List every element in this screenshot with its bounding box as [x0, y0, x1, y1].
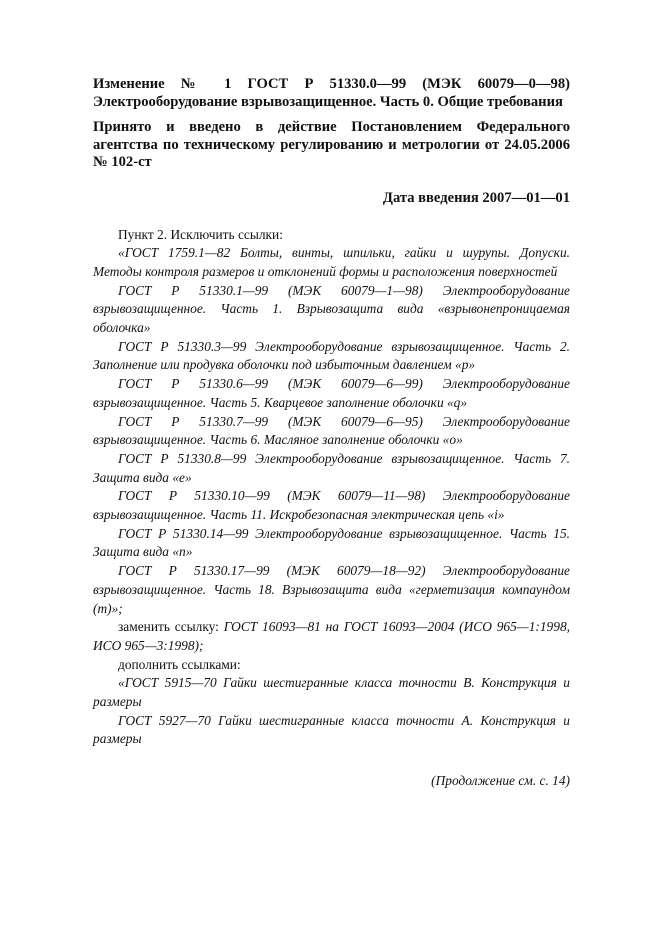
removed-reference: ГОСТ Р 51330.8—99 Электрооборудование взрывозащищенное. Часть 7. Защита вида «е»	[93, 450, 570, 485]
removed-reference: ГОСТ Р 51330.3—99 Электрооборудование взрывозащищенное. Часть 2. Заполнение или продувка оболочки под избыточным давлением «р»	[93, 338, 570, 373]
document-body	[93, 226, 570, 750]
removed-reference: ГОСТ Р 51330.14—99 Электрооборудование взрывозащищенное. Часть 15. Защита вида «n»	[93, 525, 570, 560]
removed-reference: ГОСТ Р 51330.1—99 (МЭК 60079—1—98) Электрооборудование взрывозащищенное. Часть 1. Взрывозащита вида «взрывонепроницаемая оболочка»	[93, 282, 570, 336]
added-reference: «ГОСТ 5915—70 Гайки шестигранные класса точности В. Конструкция и размеры	[93, 675, 570, 710]
removed-reference: ГОСТ Р 51330.17—99 (МЭК 60079—18—92) Электрооборудование взрывозащищенное. Часть 18. Взрывозащита вида «герметизация компаундом (m)»;	[93, 563, 570, 616]
amendment-title: Изменение № 1 ГОСТ Р 51330.0—99 (МЭК 60079—0—98) Электрооборудование взрывозащищенное. Часть 0. Общие требования	[93, 76, 570, 110]
added-reference: ГОСТ 5927—70 Гайки шестигранные класса точности А. Конструкция и размеры	[93, 712, 570, 747]
replace-instruction	[93, 618, 570, 655]
replace-text: ГОСТ 16093—81 на ГОСТ 16093—2004 (ИСО 965—1:1998, ИСО 965—3:1998);	[93, 619, 570, 653]
adoption-note: Принято и введено в действие Постановлением Федерального агентства по техническому регулированию и метрологии от 24.05.2006 № 102-ст	[93, 119, 570, 170]
replace-label: заменить ссылку:	[118, 619, 224, 635]
removed-reference: «ГОСТ 1759.1—82 Болты, винты, шпильки, гайки и шурупы. Допуски. Методы контроля размеров и отклонений формы и расположения поверхностей	[93, 245, 570, 279]
effective-date: Дата введения 2007—01—01	[382, 189, 570, 206]
item-intro: Пункт 2. Исключить ссылки:	[118, 226, 283, 242]
removed-reference: ГОСТ Р 51330.7—99 (МЭК 60079—6—95) Электрооборудование взрывозащищенное. Часть 6. Масляное заполнение оболочки «о»	[93, 413, 570, 448]
continuation-note: (Продолжение см. с. 14)	[431, 773, 570, 789]
removed-reference: ГОСТ Р 51330.10—99 (МЭК 60079—11—98) Электрооборудование взрывозащищенное. Часть 11. Искробезопасная электрическая цепь «i»	[93, 488, 570, 523]
document-page	[93, 76, 570, 789]
removed-reference: ГОСТ Р 51330.6—99 (МЭК 60079—6—99) Электрооборудование взрывозащищенное. Часть 5. Кварцевое заполнение оболочки «q»	[93, 376, 570, 410]
add-instruction: дополнить ссылками:	[118, 656, 241, 672]
